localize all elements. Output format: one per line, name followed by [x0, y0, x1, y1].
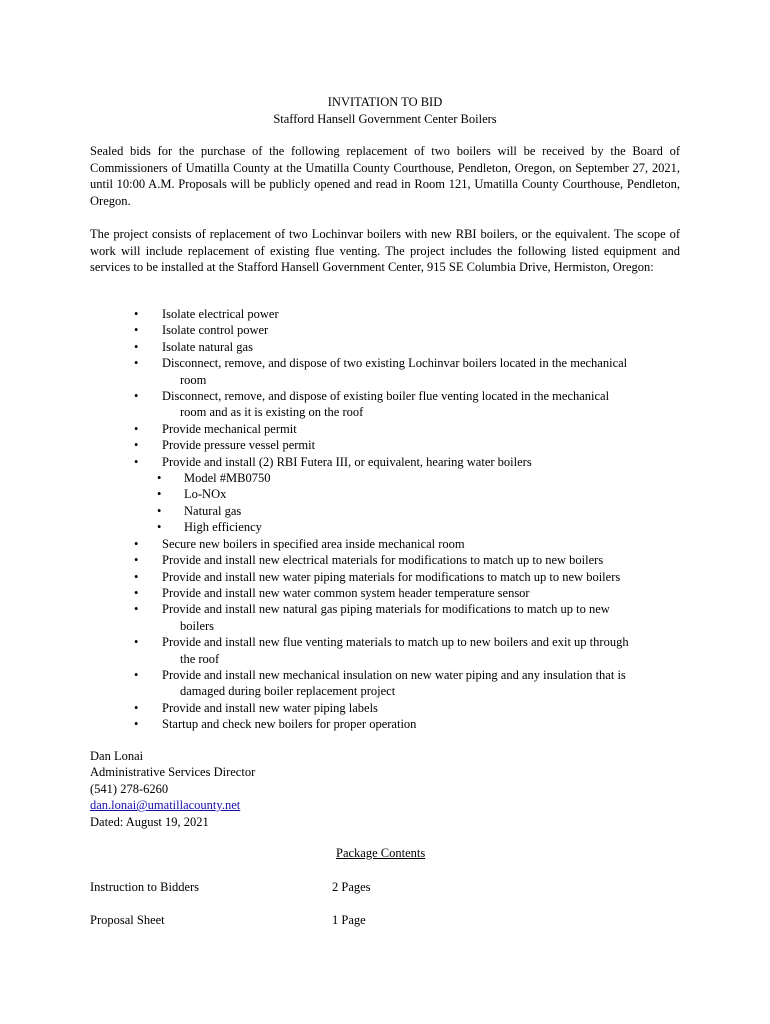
- list-item-text: High efficiency: [184, 520, 262, 535]
- list-item-text: Isolate electrical power: [162, 307, 279, 321]
- list-item-text: Natural gas: [184, 503, 242, 518]
- list-item: [90, 355, 690, 388]
- list-item-text: Provide pressure vessel permit: [162, 438, 316, 453]
- bullet-icon: •: [134, 536, 139, 551]
- signatory-role: Administrative Services Director: [90, 765, 256, 780]
- bullet-icon: •: [134, 438, 139, 453]
- list-item-text: Provide mechanical permit: [162, 421, 297, 436]
- list-item: [90, 569, 690, 585]
- bullet-icon: •: [134, 339, 139, 354]
- bullet-icon: •: [134, 635, 139, 650]
- scope-of-work-list: [90, 306, 690, 733]
- list-item: [90, 454, 690, 470]
- list-item-text: Provide and install (2) RBI Futera III, or equivalent, hearing water boilers: [162, 454, 532, 469]
- document-subtitle: Stafford Hansell Government Center Boilers: [273, 112, 497, 126]
- document-title: INVITATION TO BID: [327, 95, 443, 109]
- list-item-text: Isolate control power: [162, 323, 269, 338]
- list-item-text: Provide and install new natural gas piping materials for modifications to match up to new: [162, 602, 610, 617]
- list-item-text: Provide and install new water common system header temperature sensor: [162, 585, 530, 600]
- list-item-text: Disconnect, remove, and dispose of two existing Lochinvar boilers located in the mechanical: [162, 356, 628, 371]
- list-item-continuation: room: [180, 372, 207, 387]
- list-item: [90, 716, 690, 732]
- bullet-icon: •: [134, 569, 139, 584]
- list-item-text: Startup and check new boilers for proper operation: [162, 717, 417, 732]
- list-item: [90, 700, 690, 716]
- list-item-text: Provide and install new water piping materials for modifications to match up to new boilers: [162, 569, 621, 584]
- bullet-icon: •: [157, 503, 162, 518]
- list-item: [90, 601, 690, 634]
- list-item: [90, 552, 690, 568]
- bullet-icon: •: [134, 323, 139, 338]
- dated-line: Dated: August 19, 2021: [90, 814, 209, 829]
- list-item: [90, 322, 690, 338]
- bullet-icon: •: [134, 307, 139, 321]
- list-item: [90, 339, 690, 355]
- signatory-name: Dan Lonai: [90, 749, 144, 763]
- bullet-icon: •: [134, 356, 139, 371]
- bullet-icon: •: [134, 602, 139, 617]
- sub-list-item: [90, 519, 690, 535]
- list-item-continuation: damaged during boiler replacement project: [180, 684, 396, 699]
- list-item-text: Secure new boilers in specified area inside mechanical room: [162, 536, 465, 551]
- package-item: Instruction to Bidders: [90, 880, 200, 894]
- list-item: [90, 437, 690, 453]
- bullet-icon: •: [157, 471, 162, 486]
- scope-paragraph: The project consists of replacement of two Lochinvar boilers with new RBI boilers, or the equivalent. The scope of work will include replacement of existing flue venting. The project includes the following listed equipment and services to be installed at the Stafford Hansell Government Center, 915 SE Columbia Drive, Hermiston, Oregon:: [90, 227, 680, 274]
- bullet-icon: •: [134, 700, 139, 715]
- bullet-icon: •: [134, 585, 139, 600]
- intro-paragraph: Sealed bids for the purchase of the following replacement of two boilers will be received by the Board of Commissioners of Umatilla County at the Umatilla County Courthouse, Pendleton, Oregon, on September 27, 2021, until 10:00 A.M. Proposals will be publicly opened and read in Room 121, Umatilla County Courthouse, Pendleton, Oregon.: [90, 144, 680, 208]
- bullet-icon: •: [134, 421, 139, 436]
- package-contents-heading: Package Contents: [336, 846, 426, 860]
- bullet-icon: •: [134, 389, 139, 404]
- package-pages: 2 Pages: [332, 880, 371, 894]
- list-item: [90, 536, 690, 552]
- bullet-icon: •: [134, 553, 139, 568]
- package-item: Proposal Sheet: [90, 913, 165, 927]
- list-item-text: Disconnect, remove, and dispose of existing boiler flue venting located in the mechanical: [162, 389, 610, 404]
- list-item-text: Provide and install new electrical materials for modifications to match up to new boilers: [162, 553, 604, 568]
- sub-list-item: [90, 486, 690, 502]
- list-item: [90, 421, 690, 437]
- bullet-icon: •: [134, 667, 139, 682]
- sub-list-item: [90, 470, 690, 486]
- email-link[interactable]: dan.lonai@umatillacounty.net: [90, 798, 241, 813]
- signature-block: [90, 748, 255, 830]
- bullet-icon: •: [134, 717, 139, 732]
- list-item-continuation: room and as it is existing on the roof: [180, 405, 364, 420]
- signatory-phone: (541) 278-6260: [90, 781, 169, 796]
- bullet-icon: •: [134, 454, 139, 469]
- list-item-text: Provide and install new water piping labels: [162, 700, 378, 715]
- list-item: [90, 306, 690, 322]
- list-item: [90, 585, 690, 601]
- list-item-text: Provide and install new flue venting materials to match up to new boilers and exit up through: [162, 635, 629, 650]
- list-item: [90, 634, 690, 667]
- list-item-text: Model #MB0750: [184, 471, 271, 486]
- list-item-text: Isolate natural gas: [162, 339, 253, 354]
- bullet-icon: •: [157, 487, 162, 502]
- list-item-continuation: boilers: [180, 618, 215, 633]
- list-item-text: Provide and install new mechanical insulation on new water piping and any insulation that is: [162, 667, 626, 682]
- list-item: [90, 667, 690, 700]
- sub-list-item: [90, 503, 690, 519]
- list-item-text: Lo-NOx: [184, 487, 227, 502]
- package-pages: 1 Page: [332, 913, 366, 927]
- list-item: [90, 388, 690, 421]
- list-item-continuation: the roof: [180, 651, 220, 666]
- bullet-icon: •: [157, 520, 162, 535]
